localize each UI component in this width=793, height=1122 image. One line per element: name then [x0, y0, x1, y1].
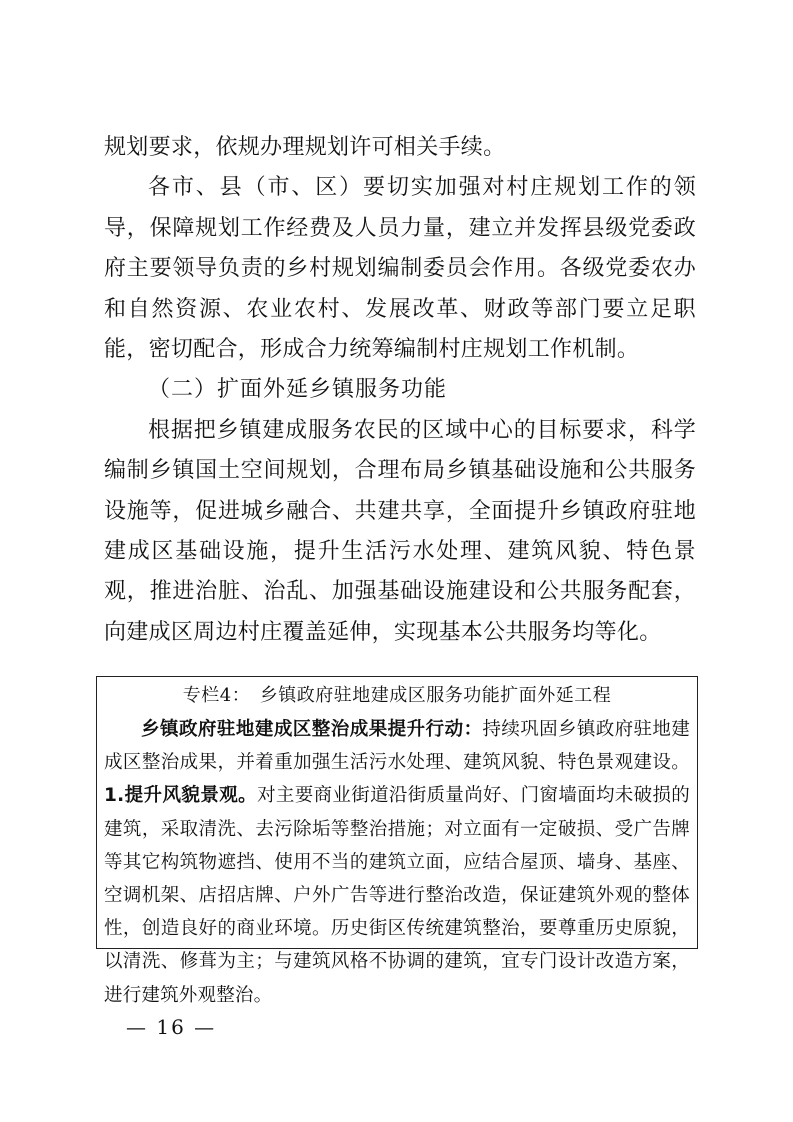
body-text [104, 128, 696, 653]
box-lead-text: 持续巩固乡镇政府驻地建成区整治成果，并着重加强生活污水处理、建筑风貌、特色景观建设。 [104, 719, 690, 774]
box-item-heading: 1.提升风貌景观。 [104, 785, 258, 807]
paragraph-planning-leadership: 各市、县（市、区）要切实加强对村庄规划工作的领导，保障规划工作经费及人员力量，建立并发挥县级党委政府主要领导负责的乡村规划编制委员会作用。各级党委农办和自然资源、农业农村、发展改革、财政等部门要立足职能，密切配合，形成合力统筹编制村庄规划工作机制。 [104, 175, 696, 363]
paragraph-continuation: 规划要求，依规办理规划许可相关手续。 [104, 135, 506, 160]
box-item-text: 对主要商业街道沿街质量尚好、门窗墙面均未破损的建筑，采取清洗、去污除垢等整治措施；对立面有一定破损、受广告牌等其它构筑物遮挡、使用不当的建筑立面，应结合屋顶、墙身、基座、空调机架、店招店牌、户外广告等进行整治改造，保证建筑外观的整体性，创造良好的商业环境。历史街区传统建筑整治，要尊重历史原貌，以清洗、修葺为主；与建筑风格不协调的建筑，宜专门设计改造方案，进行建筑外观整治。 [104, 785, 690, 1006]
box-title: 专栏4： 乡镇政府驻地建成区服务功能扩面外延工程 [182, 685, 612, 706]
box-lead-heading: 乡镇政府驻地建成区整治成果提升行动： [141, 719, 483, 740]
box-content [104, 713, 690, 1012]
page-number: — 16 — [126, 1015, 217, 1039]
special-column-box [96, 676, 698, 1006]
paragraph-township-services: 根据把乡镇建成服务农民的区域中心的目标要求，科学编制乡镇国土空间规划，合理布局乡镇基础设施和公共服务设施等，促进城乡融合、共建共享，全面提升乡镇政府驻地建成区基础设施，提升生活污水处理、建筑风貌、特色景观，推进治脏、治乱、加强基础设施建设和公共服务配套，向建成区周边村庄覆盖延伸，实现基本公共服务均等化。 [104, 417, 696, 645]
section-heading: （二）扩面外延乡镇服务功能 [148, 377, 448, 403]
